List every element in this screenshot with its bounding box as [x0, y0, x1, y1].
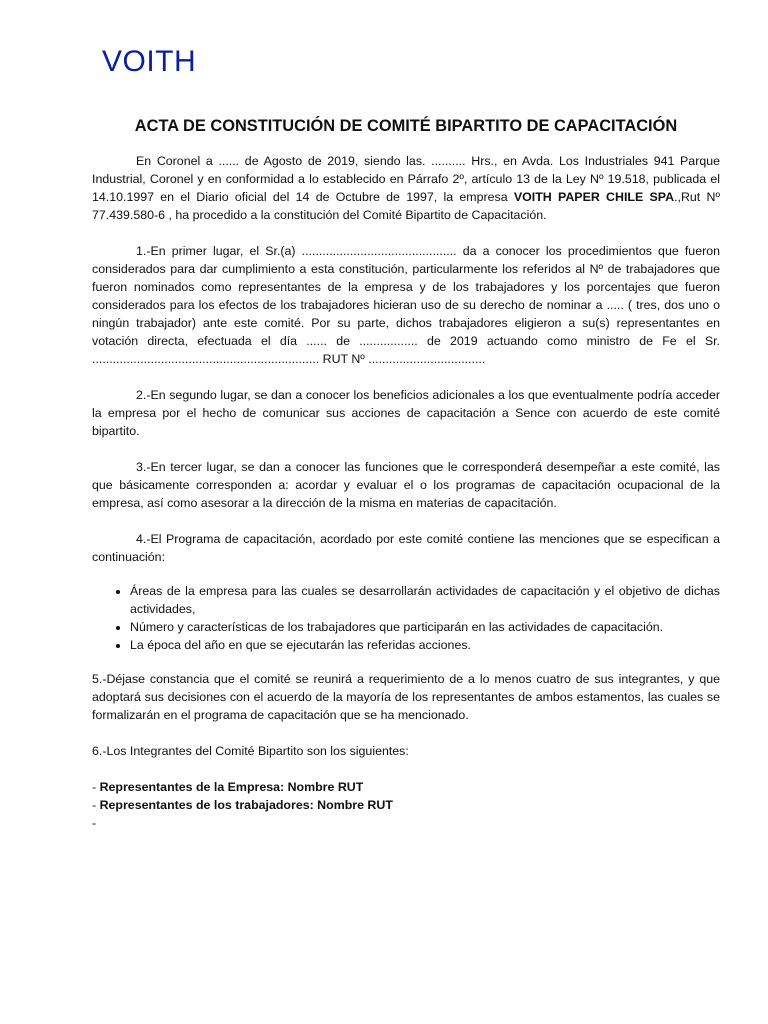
document-title: ACTA DE CONSTITUCIÓN DE COMITÉ BIPARTITO DE CAPACITACIÓN — [134, 117, 678, 135]
list-item: • Número y características de los trabajadores que participarán en las actividades de capacitación. — [130, 618, 720, 636]
paragraph-4: 4.-El Programa de capacitación, acordado por este comité contiene las menciones que se especifican a continuación: — [92, 532, 720, 564]
document-body — [92, 152, 720, 832]
list-item: • Áreas de la empresa para las cuales se desarrollarán actividades de capacitación y el objetivo de dichas actividades, — [130, 582, 720, 618]
voith-logo: VOITH — [102, 45, 197, 78]
list-item: • La época del año en que se ejecutarán las referidas acciones. — [130, 636, 720, 654]
blank-entry-line: - — [92, 816, 97, 830]
program-contents-list — [92, 582, 720, 654]
representatives-list — [92, 778, 720, 832]
company-rut: .,Rut Nº 77.439.580-6 , ha procedido a la constitución del Comité Bipartito de Capacitación. — [92, 190, 720, 222]
dash: - — [92, 780, 100, 794]
paragraph-6: 6.-Los Integrantes del Comité Bipartito son los siguientes: — [92, 744, 409, 758]
paragraph-2: 2.-En segundo lugar, se dan a conocer los beneficios adicionales a los que eventualmente podría acceder la empresa por el hecho de comunicar sus acciones de capacitación a Sence con acuerdo de este comité bipartito. — [92, 388, 720, 438]
paragraph-3: 3.-En tercer lugar, se dan a conocer las funciones que le corresponderá desempeñar a este comité, las que básicamente corresponden a: acordar y evaluar el o los programas de capacitación ocupacional de la empresa, así como asesorar a la dirección de la misma en materias de capacitación. — [92, 460, 720, 510]
dash: - — [92, 798, 100, 812]
worker-representatives-line — [92, 796, 720, 814]
company-representatives-label: Representantes de la Empresa: Nombre RUT — [99, 780, 364, 794]
paragraph-1: 1.-En primer lugar, el Sr.(a) ............................................. da a conocer los procedimientos que fueron considerados para dar cumplimiento a esta constitución, particularmente los referidos al Nº de trabajadores que fueron nominados como representantes de la empresa y de los trabajadores y los porcentajes que fueron considerados para los efectos de los trabajadores hicieran uso de su derecho de nominar a ..... ( tres, dos uno o ningún trabajador) ante este comité. Por su parte, dichos trabajadores eligieron a su(s) representantes en votación directa, efectuada el día ...... de ................. de 2019 actuando como ministro de Fe el Sr. .................................................................. RUT Nº .................................. — [92, 244, 720, 366]
company-representatives-line — [92, 778, 720, 796]
paragraph-5: 5.-Déjase constancia que el comité se reunirá a requerimiento de a lo menos cuatro de sus integrantes, y que adoptará sus decisiones con el acuerdo de la mayoría de los representantes de ambos estamentos, las cuales se formalizarán en el programa de capacitación que se ha mencionado. — [92, 672, 720, 722]
intro-text: En Coronel a ...... de Agosto de 2019, siendo las. .......... Hrs., en Avda. Los Industriales 941 Parque Industrial, Coronel y en conformidad a lo establecido en Párrafo 2º, artículo 13 de la Ley Nº 19.518, publicada el 14.10.1997 en el Diario oficial del 14 de Octubre de 1997, la empresa — [92, 154, 720, 204]
worker-representatives-label: Representantes de los trabajadores: Nombre RUT — [99, 798, 393, 812]
company-name: VOITH PAPER CHILE SPA — [513, 190, 675, 204]
intro-paragraph — [92, 152, 720, 224]
